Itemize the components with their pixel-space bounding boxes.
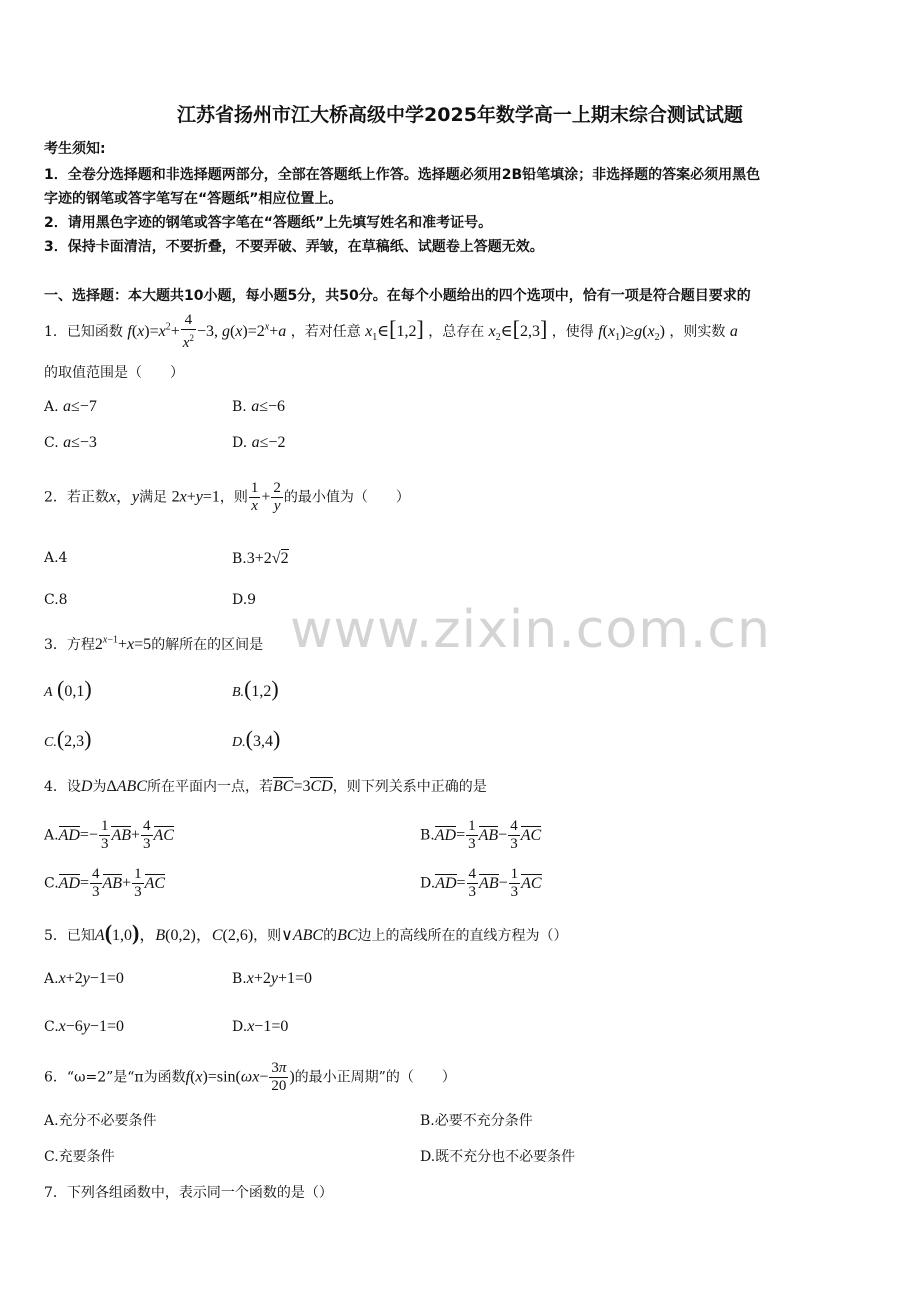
q5-option-a: A.x+2y−1=0 (44, 970, 124, 987)
question-1: 1．已知函数 $f(x)=x^2+$ $\frac{4}{x^2}$ −3, $g(x)=2^x+a$ ，若对任意 $x_1\in[1,2]$ ，总存在 $x_2\in[2,3]$ ，使得 $f(x_1)\ge g(x_2)$ ，则实数 a (44, 312, 738, 351)
q6-option-d: D.既不充分也不必要条件 (420, 1149, 576, 1165)
question-7: 7．下列各组函数中，表示同一个函数的是（） (44, 1185, 333, 1201)
q3-option-a: A (0,1) (44, 676, 92, 701)
q4-option-d: D.AD= $\frac{4}{3}$ AB− $\frac{1}{3}$ AC (420, 866, 542, 900)
q1-option-b: B. a≤−6 (232, 398, 286, 415)
question-3: 3．方程$2^{x-1}+x=5$的解所在的区间是 (44, 634, 264, 653)
q2-option-c: C.8 (44, 592, 68, 608)
q4-option-a: A.AD=− $\frac{1}{3}$ AB+ $\frac{4}{3}$ AC (44, 818, 174, 852)
notice-item-2: 2．请用黑色字迹的钢笔或答字笔在“答题纸”上先填写姓名和准考证号。 (44, 215, 493, 231)
question-1-cont: 的取值范围是（ ） (44, 365, 184, 381)
q6-option-c: C.充要条件 (44, 1149, 115, 1165)
q3-option-b: B.(1,2) (232, 676, 279, 701)
q5-option-d: D.x−1=0 (232, 1018, 289, 1035)
question-4: 4．设D为ΔABC所在平面内一点，若BC=3CD，则下列关系中正确的是 (44, 778, 487, 795)
section-heading: 一、选择题：本大题共10小题，每小题5分，共50分。在每个小题给出的四个选项中，恰有一项是符合题目要求的 (44, 288, 751, 304)
q1-option-c: C. a≤−3 (44, 434, 97, 451)
q6-option-a: A.充分不必要条件 (44, 1113, 157, 1129)
q1-option-a: A. a≤−7 (44, 398, 97, 415)
notice-item-3: 3．保持卡面清洁，不要折叠，不要弄破、弄皱，在草稿纸、试题卷上答题无效。 (44, 239, 544, 255)
page-title: 江苏省扬州市江大桥高级中学2025年数学高一上期末综合测试试题 (177, 104, 743, 126)
q4-option-c: C.AD= $\frac{4}{3}$ AB+ $\frac{1}{3}$ AC (44, 866, 166, 900)
q5-option-b: B.x+2y+1=0 (232, 970, 313, 987)
question-2: 2．若正数x，y满足 2x+y=1，则 $\frac{1}{x}$ + $\frac{2}{y}$ 的最小值为（ ） (44, 480, 410, 514)
notice-item-1-cont: 字迹的钢笔或答字笔写在“答题纸”相应位置上。 (44, 191, 343, 207)
q2-option-a: A.4 (44, 550, 68, 566)
q3-option-d: D.(3,4) (232, 726, 281, 751)
q5-option-c: C.x−6y−1=0 (44, 1018, 124, 1035)
notice-heading: 考生须知: (44, 141, 106, 157)
question-5: 5．已知A(1,0)，B(0,2)，C(2,6)，则∨ABC的BC边上的高线所在的直线方程为（） (44, 920, 568, 945)
question-6: 6．“ω=2”是“π为函数f(x)=sin(ωx− $\frac{3\pi}{20}$ )的最小正周期”的（ ） (44, 1060, 456, 1094)
q2-option-d: D.9 (232, 592, 257, 608)
q1-option-d: D. a≤−2 (232, 434, 286, 451)
watermark: www.zixin.com.cn (290, 600, 771, 660)
q3-option-c: C.(2,3) (44, 726, 92, 751)
q1-function-f: $f(x)=x^2+$ (127, 321, 180, 340)
q1-fraction: $\frac{4}{x^2}$ (182, 312, 194, 351)
q6-option-b: B.必要不充分条件 (420, 1113, 533, 1129)
q4-option-b: B.AD= $\frac{1}{3}$ AB− $\frac{4}{3}$ AC (420, 818, 542, 852)
q2-option-b: B.3+2√2 (232, 550, 289, 567)
notice-item-1: 1．全卷分选择题和非选择题两部分，全部在答题纸上作答。选择题必须用2B铅笔填涂；非选择题的答案必须用黑色 (44, 167, 761, 183)
